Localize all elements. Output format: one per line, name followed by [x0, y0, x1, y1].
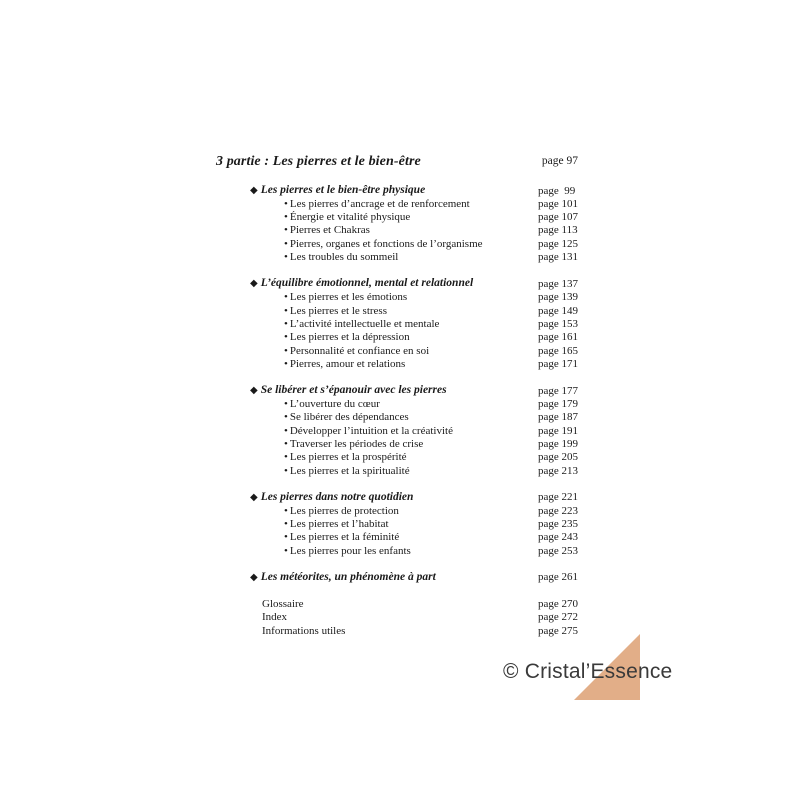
toc-item-page: page 243 — [538, 531, 579, 543]
diamond-bullet-icon: ◆ — [250, 278, 258, 289]
toc-item-page: page 253 — [538, 545, 579, 557]
toc-item-page: page 113 — [538, 224, 578, 236]
toc-item-page: page 161 — [538, 331, 579, 343]
appendix-item-page: page 272 — [538, 611, 579, 623]
diamond-bullet-icon: ◆ — [250, 185, 258, 196]
toc-item-page: page 125 — [538, 238, 579, 250]
toc-item: • Pierres, organes et fonctions de l’organisme — [284, 238, 483, 250]
toc-item-page: page 179 — [538, 398, 579, 410]
section-title: ◆ L’équilibre émotionnel, mental et relationnel — [250, 277, 474, 289]
section-page: page 177 — [538, 385, 579, 397]
toc-item: • Les pierres et la prospérité — [284, 451, 407, 463]
round-dot-icon: • — [284, 251, 288, 263]
section-title: ◆ Les météorites, un phénomène à part — [250, 571, 436, 583]
round-dot-icon: • — [284, 398, 288, 410]
section-page: page 221 — [538, 491, 579, 503]
toc-item: • Les pierres et la féminité — [284, 531, 400, 543]
part-title: 3 partie : Les pierres et le bien-être — [216, 154, 421, 169]
part-header — [216, 154, 578, 174]
section-page: page 261 — [538, 571, 579, 583]
watermark-text: © Cristal’Essence — [503, 660, 673, 683]
round-dot-icon: • — [284, 345, 288, 357]
diamond-bullet-icon: ◆ — [250, 385, 258, 396]
toc-item: • L’ouverture du cœur — [284, 398, 380, 410]
round-dot-icon: • — [284, 318, 288, 330]
toc-item: • Les pierres et le stress — [284, 305, 387, 317]
round-dot-icon: • — [284, 451, 288, 463]
toc-item: • L’activité intellectuelle et mentale — [284, 318, 440, 330]
round-dot-icon: • — [284, 411, 288, 423]
toc-item-page: page 131 — [538, 251, 579, 263]
round-dot-icon: • — [284, 224, 288, 236]
toc-item: • Les pierres d’ancrage et de renforcement — [284, 198, 470, 210]
round-dot-icon: • — [284, 518, 288, 530]
toc-item: • Pierres et Chakras — [284, 224, 370, 236]
section-title: ◆ Les pierres dans notre quotidien — [250, 491, 414, 503]
toc-item-page: page 213 — [538, 465, 579, 477]
toc-item: • Développer l’intuition et la créativité — [284, 425, 453, 437]
toc-item-page: page 191 — [538, 425, 579, 437]
round-dot-icon: • — [284, 465, 288, 477]
toc-item-page: page 187 — [538, 411, 579, 423]
appendix-item-page: page 275 — [538, 625, 579, 637]
toc-item: • Pierres, amour et relations — [284, 358, 406, 370]
diamond-bullet-icon: ◆ — [250, 492, 258, 503]
toc-item-page: page 171 — [538, 358, 579, 370]
appendix-item: Index — [262, 611, 288, 623]
toc-item: • Les pierres et la dépression — [284, 331, 410, 343]
toc-item-page: page 101 — [538, 198, 579, 210]
round-dot-icon: • — [284, 545, 288, 557]
round-dot-icon: • — [284, 358, 288, 370]
round-dot-icon: • — [284, 531, 288, 543]
toc-item: • Énergie et vitalité physique — [284, 211, 411, 223]
toc-item-page: page 165 — [538, 345, 579, 357]
appendix-item: Glossaire — [262, 598, 304, 610]
toc-item: • Personnalité et confiance en soi — [284, 345, 430, 357]
toc-item: • Les troubles du sommeil — [284, 251, 399, 263]
toc-item-page: page 199 — [538, 438, 579, 450]
section-title: ◆ Se libérer et s’épanouir avec les pierres — [250, 384, 447, 396]
appendix-item-page: page 270 — [538, 598, 579, 610]
toc-item-page: page 139 — [538, 291, 579, 303]
toc-item-page: page 223 — [538, 505, 579, 517]
toc-item: • Les pierres pour les enfants — [284, 545, 411, 557]
section-page: page 137 — [538, 278, 579, 290]
section-page: page 99 — [538, 185, 576, 197]
round-dot-icon: • — [284, 291, 288, 303]
appendix-item: Informations utiles — [262, 625, 346, 637]
round-dot-icon: • — [284, 211, 288, 223]
round-dot-icon: • — [284, 438, 288, 450]
toc-item: • Les pierres et les émotions — [284, 291, 408, 303]
toc-item: • Les pierres et l’habitat — [284, 518, 389, 530]
toc-item: • Les pierres de protection — [284, 505, 399, 517]
round-dot-icon: • — [284, 425, 288, 437]
round-dot-icon: • — [284, 198, 288, 210]
diamond-bullet-icon: ◆ — [250, 572, 258, 583]
toc-item-page: page 205 — [538, 451, 579, 463]
toc-item-page: page 149 — [538, 305, 579, 317]
round-dot-icon: • — [284, 305, 288, 317]
round-dot-icon: • — [284, 331, 288, 343]
part-page-number: page 97 — [541, 155, 578, 167]
toc-item-page: page 153 — [538, 318, 579, 330]
toc-item: • Se libérer des dépendances — [284, 411, 409, 423]
round-dot-icon: • — [284, 505, 288, 517]
toc-item: • Traverser les périodes de crise — [284, 438, 424, 450]
toc-item: • Les pierres et la spiritualité — [284, 465, 410, 477]
section-title: ◆ Les pierres et le bien-être physique — [250, 184, 426, 196]
round-dot-icon: • — [284, 238, 288, 250]
toc-item-page: page 107 — [538, 211, 579, 223]
toc-item-page: page 235 — [538, 518, 579, 530]
